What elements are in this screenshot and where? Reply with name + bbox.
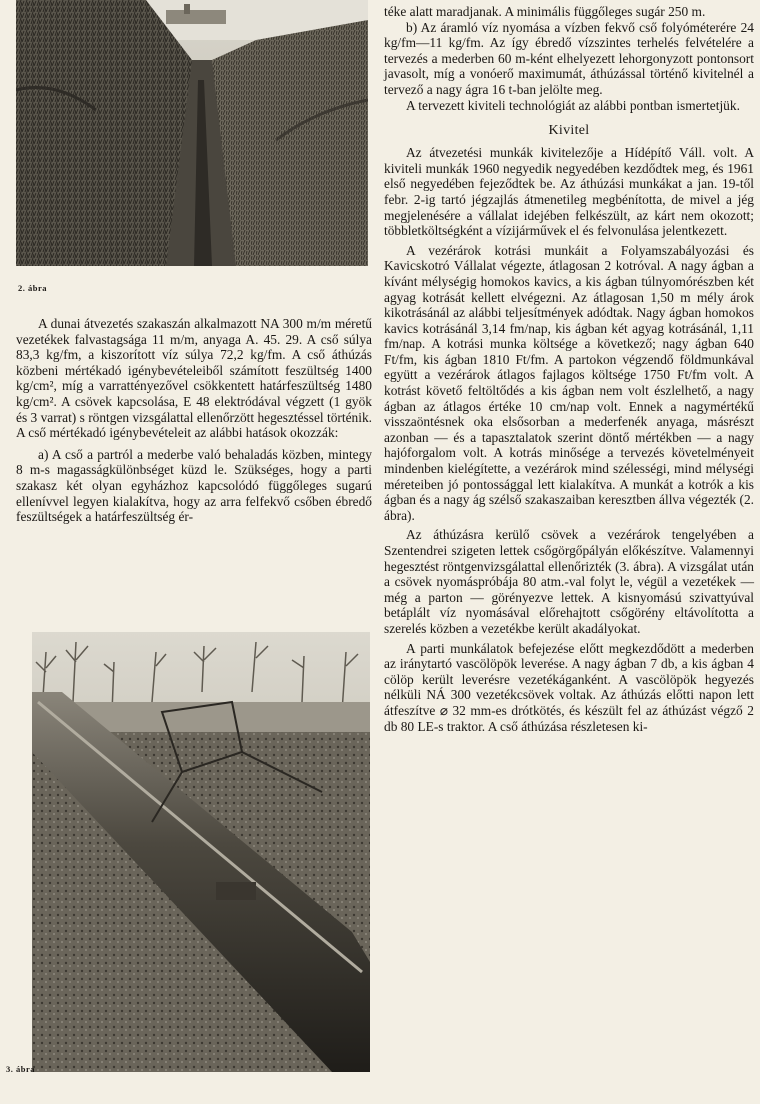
right-paragraph-2: b) Az áramló víz nyomása a vízben fekvő cső folyóméterére 24 kg/fm—11 kg/fm. Az így ébredő vízszintes terhelés felvételére a tervezés a mederben 60 m-ként elhelyezett lehorgonyzott pontonsort javasolt, míg a vonóerő maximumát, áthúzással történő kivitelnél a tervező a nagy ágra 16 t-ban jelölte meg. — [384, 19, 754, 97]
figure-2-photo — [16, 0, 368, 266]
left-text-block — [16, 316, 372, 525]
figure-3-photo — [32, 632, 370, 1072]
right-paragraph-7: A parti munkálatok befejezése előtt megkezdődött a mederben az iránytartó vascölöpök leverése. A nagy ágban 7 db, a kis ágban 4 cölöp került leverésre vezetékáganként. A vascölöpök hegyezés nélküli NÁ 300 vezetékcsövek voltak. Az áthúzás előtti napon lett átfeszítve ⌀ 32 mm-es drótkötés, és készült fel az áthúzást végző 2 db 80 LE-s traktor. A cső áthúzása részletesen ki- — [384, 640, 754, 734]
left-paragraph-1: A dunai átvezetés szakaszán alkalmazott NA 300 m/m méretű vezetékek falvastagsága 11 m/m, anyaga A. 45. 29. A cső súlya 83,3 kg/fm, a kiszorított víz súlya 72,2 kg/fm. A cső áthúzás közbeni mértékadó igénybevételeiből számított feszültség 1400 kg/cm², míg a varrattényezővel csökkentett határfeszültség 1480 kg/cm². A csövek kapcsolása, E 48 elektródával végzett (1 gyök és 3 varrat) s röntgen vizsgálattal ellenőrzött hegesztéssel történik. A cső mértékadó igénybevételeit az alábbi hatások okozzák: — [16, 316, 372, 441]
right-paragraph-5: A vezérárok kotrási munkáit a Folyamszabályozási és Kavicskotró Vállalat végezte, átlagosan 2 kotróval. A nagy ágban a kívánt mélységig homokos kavics, a kis ágban túlnyomórészben két agyag kotrását kellett elvégezni. Az átlagosan 1,50 m mély árok kikotrásánál az alábbi teljesítmények adódtak. Nagy ágban homokos kavics kotrásánál 3,14 fm/nap, kis ágban két agyag kotrásánál, 1,11 fm/nap. A kotrási munka költsége a következő; nagy ágban 640 Ft/fm, kis ágban 1810 Ft/fm. A partokon végzendő földmunkával együtt a vezérárok átlagos fajlagos költsége 1750 Ft/fm volt. A kotrást követő feltöltődés a kis ágban nem volt észlelhető, a nagy ágban az átlagos értéke 10 cm/nap volt. Ennek a nagymértékű visszaöntésnek oka elsősorban a mederfenék anyaga, másrészt azonban — és a tapasztalatok szerint döntő mértékben — a nagy hajóforgalom volt. A kotrás minősége a tervezés követelményeit mindenben kielégítette, a vezérárok mind szélességi, mind mélységi méreteiben jó pontossággal lett kialakítva. A munkát a kotrók a kis ágban és a nagy ág szélső szakaszaiban keresztben állva végezték (2. ábra). — [384, 242, 754, 523]
right-paragraph-3: A tervezett kiviteli technológiát az alábbi pontban ismertetjük. — [406, 97, 740, 113]
right-paragraph-4: Az átvezetési munkák kivitelezője a Hídépítő Váll. volt. A kiviteli munkák 1960 negyedik negyedében kezdődtek meg, és 1961 első negyedében fejeződtek be. Az áthúzási munkákat a jan. 19-től febr. 2-ig tartó jégzajlás átmenetileg megbénította, de mivel a jég megjelenésére a vállalat idejében felkészült, az kárt nem okozott; többletköltségként a vízijárművek el és felvonulása jelentkezett. — [384, 145, 754, 239]
right-text-block — [384, 4, 754, 734]
figure-2-caption: 2. ábra — [18, 283, 47, 293]
left-paragraph-2: a) A cső a partról a mederbe való behaladás közben, mintegy 8 m-s magasságkülönbséget küzd le. Szükséges, hogy a parti szakasz két olyan egyházhoz kapcsolódó függőleges sugarú ellenívvel legyen kialakítva, hogy az arra felfekvő csőben ébredő feszültségek a határfeszültség ér- — [16, 446, 372, 525]
right-paragraph-1: téke alatt maradjanak. A minimális függőleges sugár 250 m. — [384, 4, 706, 19]
figure-3-caption: 3. ábra — [6, 1064, 35, 1074]
right-paragraph-6: Az áthúzásra kerülő csövek a vezérárok tengelyében a Szentendrei szigeten lettek csőgörgőpályán előkészítve. Valamennyi hegesztést röntgenvizsgálattal ellenőrizték (3. ábra). A vizsgálat után a csövek nyomáspróbája 80 atm.-val folyt le, végül a vezetékek — még a parton — görényezve lettek. A kisnyomású szivattyúval betáplált víz nyomásával előrehajtott csőgörény eltávolította a szerelés közben a vezetékbe került akadályokat. — [384, 527, 754, 636]
section-heading-kivitel: Kivitel — [548, 123, 590, 139]
